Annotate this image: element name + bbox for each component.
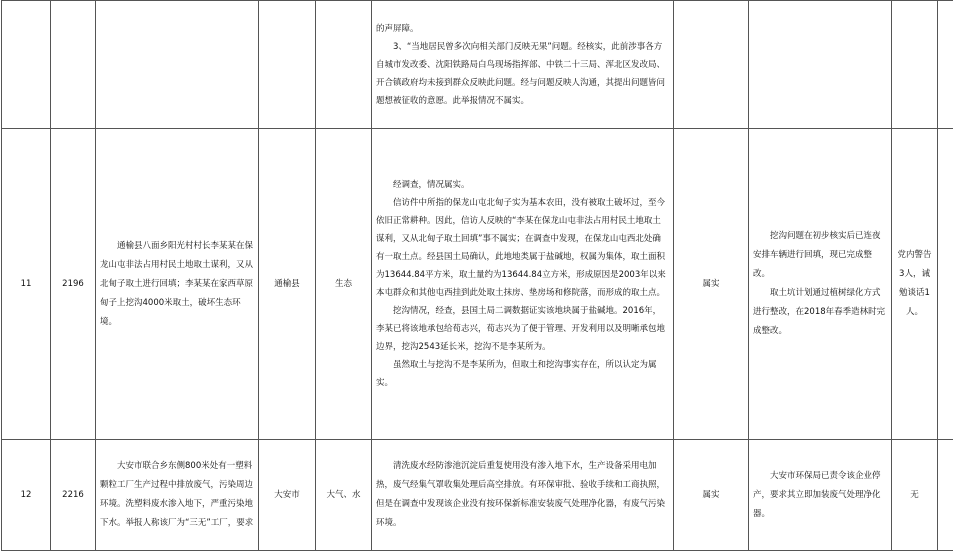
cell-accountability: 党内警告3人，诫勉谈话1人。 — [892, 129, 938, 440]
verification-paragraph: 3、“当地居民曾多次向相关部门反映无果”问题。经核实，此前涉事各方自城市发改委、沈阳铁路局白鸟现场指挥部、中铁二十三局、浑北区发改局、开合镇政府均未接到群众反映此问题。经与问题反映人沟通，其提出问题皆问题想被征收的意愿。此举报情况不属实。 — [376, 38, 669, 110]
table-row — [2, 440, 953, 551]
verification-paragraph: 信访件中所指的保龙山屯北甸子实为基本农田，没有被取土破坏过，至今依旧正常耕种。因此，信访人反映的“李某在保龙山屯非法占用村民土地取土谋利，又从北甸子取土回填”事不属实；在调查中发现，在保龙山屯西北处确有一取土点。经县国土局确认，此地地类属于盐碱地，权属为集体，取土面积为13644.84平方米，取土量约为13644.84立方米，形成原因是2003年以来本屯群众和其他屯西挂到此处取土抹房、垫房场和修院落，而形成的取土点。 — [376, 194, 669, 302]
verification-paragraph: 经调查，情况属实。 — [376, 176, 669, 194]
verification-paragraph: 虽然取土与挖沟不是李某所为，但取土和挖沟事实存在，所以认定为属实。 — [376, 356, 669, 392]
table-row — [2, 1, 953, 129]
cell-rectification — [749, 129, 892, 440]
cell-remark — [938, 129, 953, 440]
cell-no: 12 — [2, 440, 51, 551]
rectification-paragraph: 大安市环保局已责令该企业停产，要求其立即加装废气处理净化器。 — [753, 467, 887, 524]
cell-verification — [372, 129, 674, 440]
complaint-text: 通榆县八面乡阳光村村长李某某在保龙山屯非法占用村民土地取土谋利，又从北甸子取土进行回填；李某某在家西草原甸子上挖沟4000米取土，破坏生态环境。 — [100, 237, 254, 332]
cell-remark — [938, 1, 953, 129]
cell-category — [316, 1, 372, 129]
cell-complaint — [96, 1, 259, 129]
cell-accountability — [892, 1, 938, 129]
cell-complaint — [96, 440, 259, 551]
cell-verification — [372, 440, 674, 551]
petition-table — [1, 0, 953, 551]
cell-code: 2196 — [51, 129, 96, 440]
table-row — [2, 129, 953, 440]
cell-result — [674, 1, 749, 129]
cell-result: 属实 — [674, 440, 749, 551]
cell-rectification — [749, 440, 892, 551]
cell-code — [51, 1, 96, 129]
cell-category: 生态 — [316, 129, 372, 440]
cell-region: 大安市 — [259, 440, 316, 551]
verification-paragraph: 清洗废水经防渗池沉淀后重复使用没有渗入地下水，生产设备采用电加热，废气经集气罩收集处理后高空排放。有环保审批、验收手续和工商执照，但是在调查中发现该企业没有按环保新标准安装废气处理净化器，有废气污染环境。 — [376, 457, 669, 533]
cell-complaint — [96, 129, 259, 440]
cell-region: 通榆县 — [259, 129, 316, 440]
cell-region — [259, 1, 316, 129]
cell-rectification — [749, 1, 892, 129]
cell-result: 属实 — [674, 129, 749, 440]
cell-no: 11 — [2, 129, 51, 440]
cell-code: 2216 — [51, 440, 96, 551]
cell-remark — [938, 440, 953, 551]
cell-no — [2, 1, 51, 129]
verification-paragraph: 挖沟情况，经查，县国土局二调数据证实该地块属于盐碱地。2016年，李某已将该地承包给荀志兴，荀志兴为了便于管理、开发利用以及明晰承包地边界，挖沟2543延长米，挖沟不是李某所为。 — [376, 302, 669, 356]
rectification-paragraph: 挖沟问题在初步核实后已连夜安排车辆进行回填，现已完成整改。 — [753, 227, 887, 284]
complaint-text: 大安市联合乡东侧800米处有一塑料颗粒工厂生产过程中排放废气，污染周边环境。洗塑料废水渗入地下，严重污染地下水。举报人称该厂为“三无”工厂，要求 — [100, 457, 254, 533]
cell-category: 大气、水 — [316, 440, 372, 551]
rectification-paragraph: 取土坑计划通过植树绿化方式进行整改，在2018年春季造林时完成整改。 — [753, 284, 887, 341]
verification-paragraph: 的声屏障。 — [376, 20, 669, 38]
cell-accountability: 无 — [892, 440, 938, 551]
cell-verification — [372, 1, 674, 129]
